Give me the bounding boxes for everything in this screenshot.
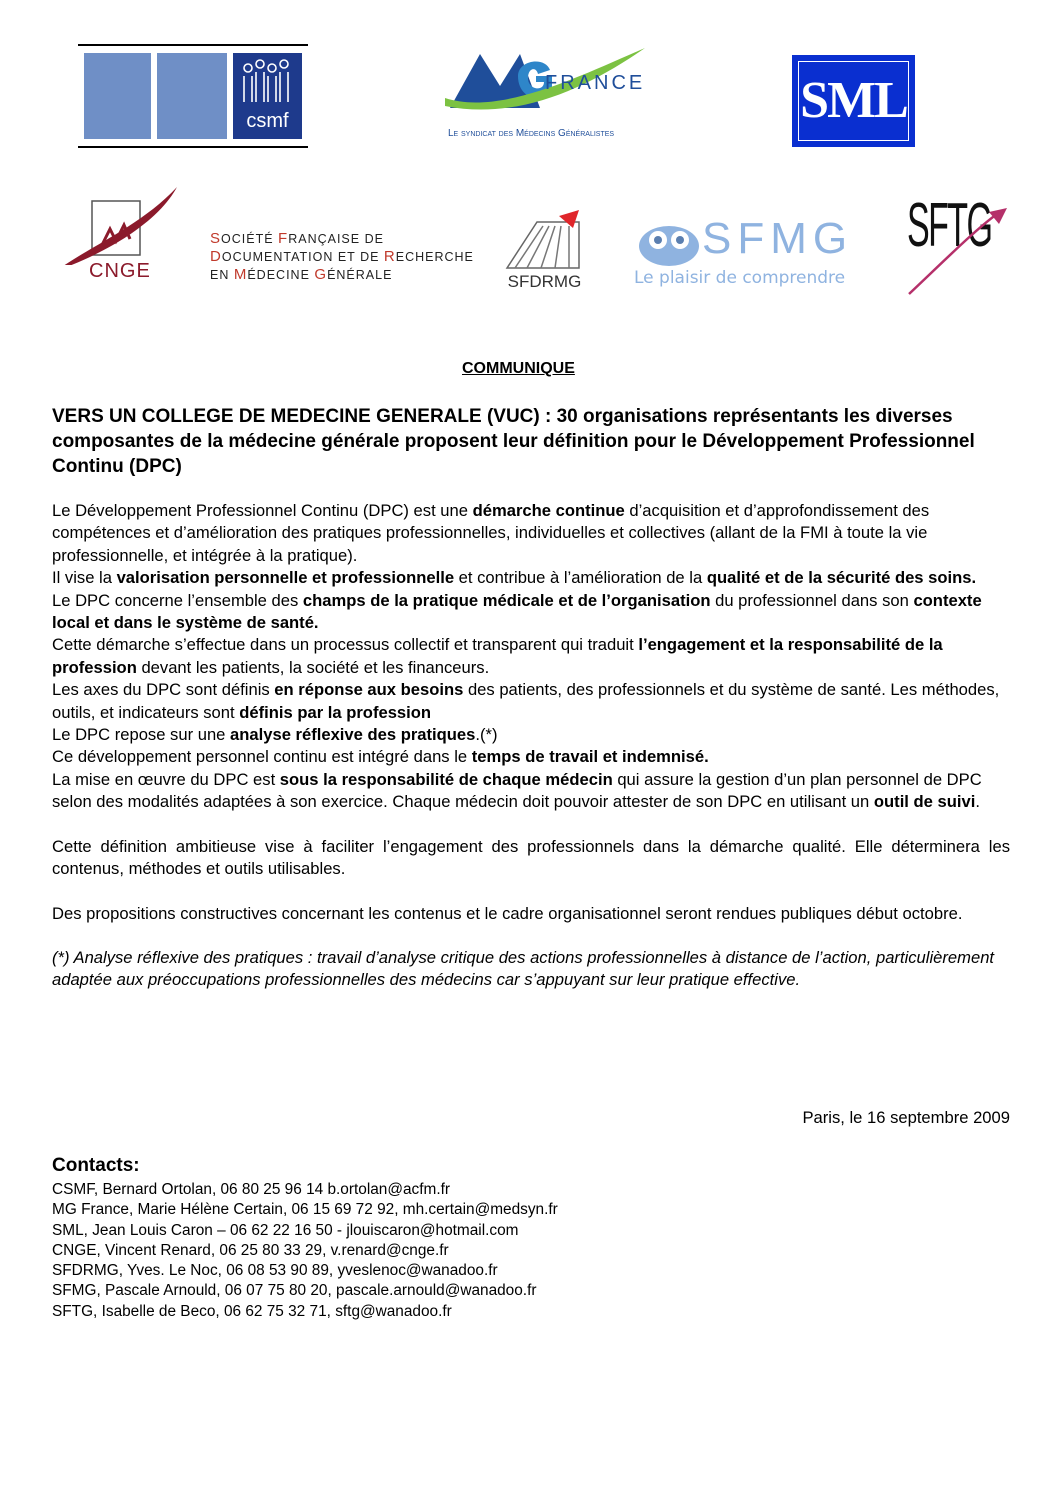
document-label: COMMUNIQUE bbox=[462, 360, 575, 377]
mg-france-tagline: Le syndicat des Médecins Généralistes bbox=[448, 128, 615, 139]
footnote: (*) Analyse réflexive des pratiques : travail d’analyse critique des actions professionnelles à distance de l’action, particulièrement adaptée aux préoccupations professionnelles des médecins car s’appuyant sur leur pratique effective. bbox=[52, 947, 995, 990]
paragraph-2: Il vise la valorisation personnelle et professionnelle et contribue à l’amélioration de la qualité et de la sécurité des soins. bbox=[52, 568, 977, 588]
paragraph-8: La mise en œuvre du DPC est sous la responsabilité de chaque médecin qui assure la gestion d’un plan personnel de DPC selon des modalités adaptées à son exercice. Chaque médecin doit pouvoir attester de son DPC en utilisant un outil de suivi. bbox=[52, 769, 982, 812]
paragraph-4: Cette démarche s’effectue dans un processus collectif et transparent qui traduit l’engagement et la responsabilité de la profession devant les patients, la société et les financeurs. bbox=[52, 635, 943, 677]
paragraph-10: Des propositions constructives concernant les contenus et le cadre organisationnel seront rendues publiques début octobre. bbox=[52, 903, 963, 923]
paragraph-7: Ce développement personnel continu est intégré dans le temps de travail et indemnisé. bbox=[52, 747, 709, 767]
contact-item: CSMF, Bernard Ortolan, 06 80 25 96 14 b.ortolan@acfm.fr bbox=[52, 1181, 451, 1198]
contact-item: SFTG, Isabelle de Beco, 06 62 75 32 71, sftg@wanadoo.fr bbox=[52, 1302, 452, 1320]
contact-item: CNGE, Vincent Renard, 06 25 80 33 29, v.renard@cnge.fr bbox=[52, 1241, 449, 1259]
sfdrmg-name-line-3: EN MÉDECINE GÉNÉRALE bbox=[210, 266, 393, 283]
sfdrmg-full-name bbox=[210, 230, 474, 284]
date-line: Paris, le 16 septembre 2009 bbox=[802, 1108, 1010, 1127]
contacts-list bbox=[52, 1180, 558, 1322]
sfdrmg-road-icon bbox=[497, 210, 592, 272]
sfdrmg-name-line-1: SOCIÉTÉ FRANÇAISE DE bbox=[210, 230, 384, 247]
sfdrmg-logo bbox=[497, 210, 592, 295]
csmf-logo bbox=[78, 44, 308, 148]
sfmg-logo bbox=[632, 212, 867, 292]
csmf-logo-text: csmf bbox=[246, 110, 289, 132]
paragraph-9: Cette définition ambitieuse vise à faciliter l’engagement des professionnels dans la démarche qualité. Elle déterminera les contenus, méthodes et outils utilisables. bbox=[52, 836, 1010, 879]
cnge-logo-text: CNGE bbox=[89, 260, 151, 282]
headline: VERS UN COLLEGE DE MEDECINE GENERALE (VUC) : 30 organisations représentants les diverses composantes de la médecine générale proposent leur définition pour le Développement Professionnel Continu (DPC) bbox=[52, 406, 975, 477]
contact-item: SFDRMG, Yves. Le Noc, 06 08 53 90 89, yveslenoc@wanadoo.fr bbox=[52, 1262, 498, 1280]
paragraph-6: Le DPC repose sur une analyse réflexive des pratiques.(*) bbox=[52, 725, 498, 745]
paragraph-5: Les axes du DPC sont définis en réponse aux besoins des patients, des professionnels et du système de santé. Les méthodes, outils, et indicateurs sont définis par la profession bbox=[52, 680, 1000, 722]
sml-logo-text: SML bbox=[800, 72, 907, 129]
sftg-logo bbox=[905, 190, 1015, 300]
contact-item: MG France, Marie Hélène Certain, 06 15 69 72 92, mh.certain@medsyn.fr bbox=[52, 1201, 558, 1219]
contact-item: SFMG, Pascale Arnould, 06 07 75 80 20, pascale.arnould@wanadoo.fr bbox=[52, 1282, 537, 1300]
paragraph-3: Le DPC concerne l’ensemble des champs de la pratique médicale et de l’organisation du professionnel dans son contexte local et dans le système de santé. bbox=[52, 590, 982, 633]
sml-logo bbox=[792, 55, 915, 147]
mg-france-name: FRANCE bbox=[545, 72, 646, 94]
sftg-arrow-icon bbox=[905, 190, 1015, 300]
sftg-logo-text: SFTG bbox=[907, 191, 992, 260]
owl-icon bbox=[636, 218, 702, 268]
people-icon bbox=[238, 58, 298, 110]
cnge-emblem-icon bbox=[52, 185, 182, 265]
paragraph-1: Le Développement Professionnel Continu (DPC) est une démarche continue d’acquisition et d’approfondissement des compétences et d’amélioration des pratiques professionnelles, individuelles et collectives (allant de la FMI à toute la vie professionnelle, et intégrée à la pratique). bbox=[52, 501, 930, 565]
document-body bbox=[52, 500, 1010, 992]
sfmg-logo-text: SFMG bbox=[702, 214, 854, 263]
sfdrmg-name-line-2: DOCUMENTATION ET DE RECHERCHE bbox=[210, 248, 474, 265]
cnge-logo bbox=[52, 185, 182, 285]
sfdrmg-logo-text: SFDRMG bbox=[507, 272, 582, 291]
contact-item: SML, Jean Louis Caron – 06 62 22 16 50 - jlouiscaron@hotmail.com bbox=[52, 1221, 519, 1239]
mg-france-logo bbox=[440, 46, 650, 146]
contacts-title: Contacts: bbox=[52, 1155, 140, 1176]
sfmg-tagline: Le plaisir de comprendre bbox=[634, 268, 846, 288]
